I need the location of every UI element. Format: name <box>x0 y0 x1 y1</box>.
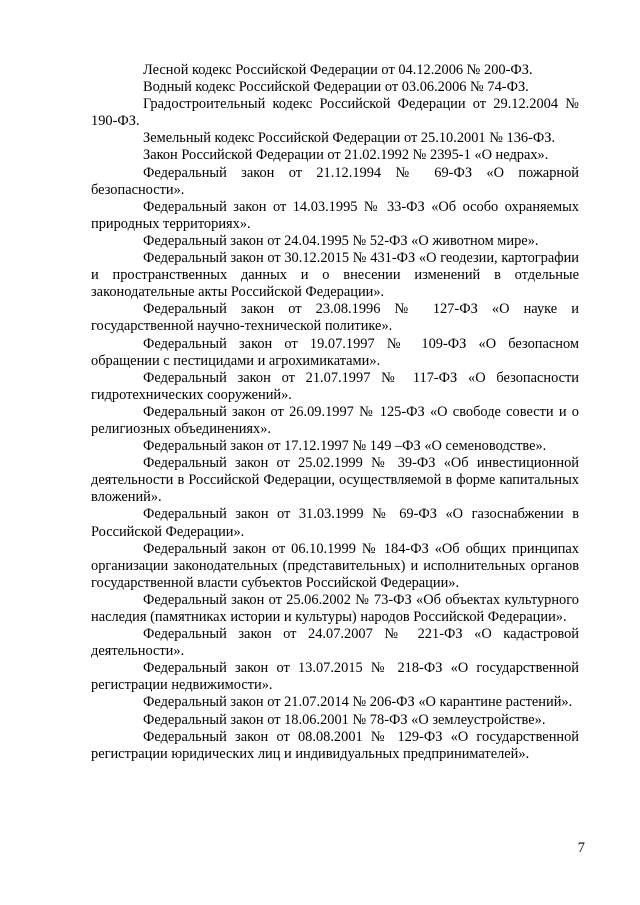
list-item: Федеральный закон от 18.06.2001 № 78-ФЗ «О землеустройстве». <box>143 711 546 728</box>
list-item: Федеральный закон от 08.08.2001 № 129-ФЗ «О государственной регистрации юридических лиц и индивидуальных предпринимателей». <box>91 728 579 762</box>
list-item: Федеральный закон от 14.03.1995 № 33-ФЗ «Об особо охраняемых природных территориях». <box>91 198 579 232</box>
list-item: Федеральный закон от 17.12.1997 № 149 –ФЗ «О семеноводстве». <box>143 438 547 455</box>
list-item: Федеральный закон от 13.07.2015 № 218-ФЗ «О государственной регистрации недвижимости». <box>91 660 579 694</box>
list-item: Федеральный закон от 24.07.2007 № 221-ФЗ «О кадастровой деятельности». <box>91 626 579 660</box>
list-item: Лесной кодекс Российской Федерации от 04.12.2006 № 200-ФЗ. <box>143 62 533 78</box>
legal-acts-list <box>91 62 579 763</box>
list-item: Федеральный закон от 25.06.2002 № 73-ФЗ «Об объектах культурного наследия (памятниках истории и культуры) народов Российской Федерации». <box>91 591 579 625</box>
list-item: Земельный кодекс Российской Федерации от 25.10.2001 № 136-ФЗ. <box>143 130 556 147</box>
list-item: Федеральный закон от 25.02.1999 № 39-ФЗ «Об инвестиционной деятельности в Российской Федерации, осуществляемой в форме капитальных вложений». <box>91 455 579 506</box>
page-number: 7 <box>577 840 585 856</box>
list-item: Федеральный закон от 24.04.1995 № 52-ФЗ «О животном мире». <box>143 232 539 249</box>
list-item: Федеральный закон от 30.12.2015 № 431-ФЗ «О геодезии, картографии и пространственных данных и о внесении изменений в отдельные законодательные акты Российской Федерации». <box>91 250 579 301</box>
list-item: Федеральный закон от 06.10.1999 № 184-ФЗ «Об общих принципах организации законодательных (представительных) и исполнительных органов государственной власти субъектов Российской Федерации». <box>91 540 579 591</box>
list-item: Водный кодекс Российской Федерации от 03.06.2006 № 74-ФЗ. <box>143 79 529 96</box>
list-item: Федеральный закон от 19.07.1997 № 109-ФЗ «О безопасном обращении с пестицидами и агрохимикатами». <box>91 335 579 369</box>
list-item: Федеральный закон от 21.07.1997 № 117-ФЗ «О безопасности гидротехнических сооружений». <box>91 369 579 403</box>
list-item: Федеральный закон от 21.12.1994 № 69-ФЗ «О пожарной безопасности». <box>91 164 579 198</box>
list-item: Федеральный закон от 23.08.1996 № 127-ФЗ «О науке и государственной научно-технической политике». <box>91 301 579 335</box>
list-item: Градостроительный кодекс Российской Федерации от 29.12.2004 № 190-ФЗ. <box>91 96 579 130</box>
list-item: Федеральный закон от 21.07.2014 № 206-ФЗ «О карантине растений». <box>143 694 573 711</box>
list-item: Закон Российской Федерации от 21.02.1992 № 2395-1 «О недрах». <box>143 147 549 164</box>
list-item: Федеральный закон от 26.09.1997 № 125-ФЗ «О свободе совести и о религиозных объединениях». <box>91 403 579 437</box>
list-item: Федеральный закон от 31.03.1999 № 69-ФЗ «О газоснабжении в Российской Федерации». <box>91 506 579 540</box>
